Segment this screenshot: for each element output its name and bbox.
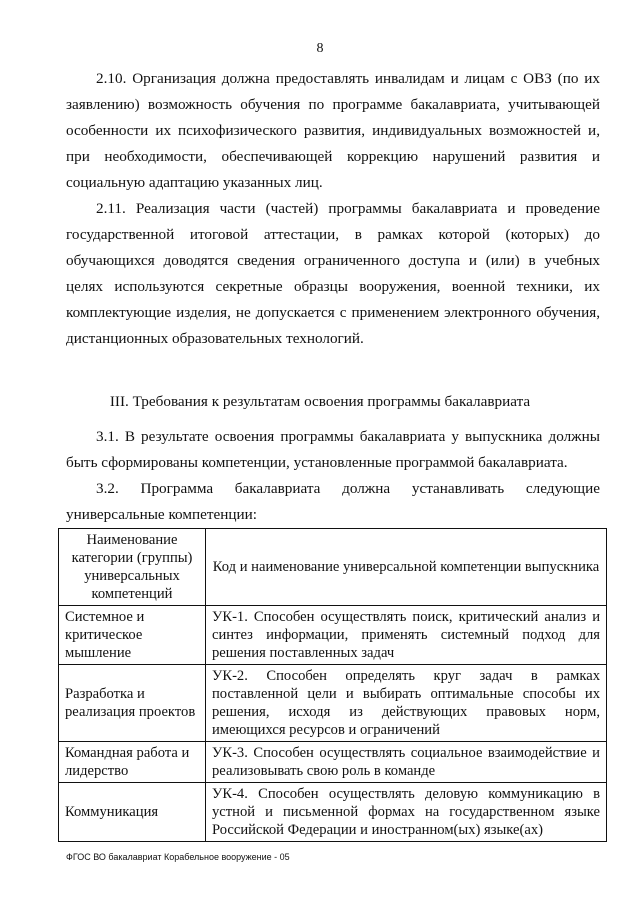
paragraph-3-2-line2: универсальные компетенции: [66,506,257,523]
category-cell: Разработка и реализация проектов [59,665,206,742]
header-category: Наименование категории (группы) универсальных компетенций [59,529,206,606]
description-cell: УК-4. Способен осуществлять деловую коммуникацию в устной и письменной формах на государственном языке Российской Федерации и иностранном(ых) языке(ах) [206,783,607,842]
page-number: 8 [316,41,324,56]
category-cell: Командная работа и лидерство [59,742,206,783]
description-cell: УК-2. Способен определять круг задач в рамках поставленной цели и выбирать оптимальные способы их решения, исходя из действующих правовых норм, имеющихся ресурсов и ограничений [206,665,607,742]
category-cell: Коммуникация [59,783,206,842]
paragraph-2-10: 2.10. Организация должна предоставлять инвалидам и лицам с ОВЗ (по их заявлению) возможность обучения по программе бакалавриата, учитывающей особенности их психофизического развития, индивидуальных возможностей и, при необходимости, обеспечивающей коррекцию нарушений развития и социальную адаптацию указанных лиц. [66,70,600,191]
header-code: Код и наименование универсальной компетенции выпускника [206,529,607,606]
description-cell: УК-3. Способен осуществлять социальное взаимодействие и реализовывать свою роль в команде [206,742,607,783]
paragraph-2-11: 2.11. Реализация части (частей) программы бакалавриата и проведение государственной итоговой аттестации, в рамках которой (которых) до обучающихся доводятся сведения ограниченного доступа и (или) в учебных целях используются секретные образцы вооружения, военной техники, их комплектующие изделия, не допускается с применением электронного обучения, дистанционных образовательных технологий. [66,200,600,347]
table-row [59,606,607,665]
description-cell: УК-1. Способен осуществлять поиск, критический анализ и синтез информации, применять системный подход для решения поставленных задач [206,606,607,665]
competencies-table [58,528,607,842]
paragraph-3-1: 3.1. В результате освоения программы бакалавриата у выпускника должны быть сформированы компетенции, установленные программой бакалавриата. [66,428,600,471]
table-row [59,742,607,783]
footer: ФГОС ВО бакалавриат Корабельное вооружение - 05 [66,852,290,862]
section-title: III. Требования к результатам освоения программы бакалавриата [109,393,531,410]
table-header-row [59,529,607,606]
category-cell: Системное и критическое мышление [59,606,206,665]
table-row [59,783,607,842]
paragraph-3-2-line1: 3.2. Программа бакалавриата должна устанавливать следующие [96,480,600,497]
paragraph-3-2 [66,476,600,528]
table-row [59,665,607,742]
